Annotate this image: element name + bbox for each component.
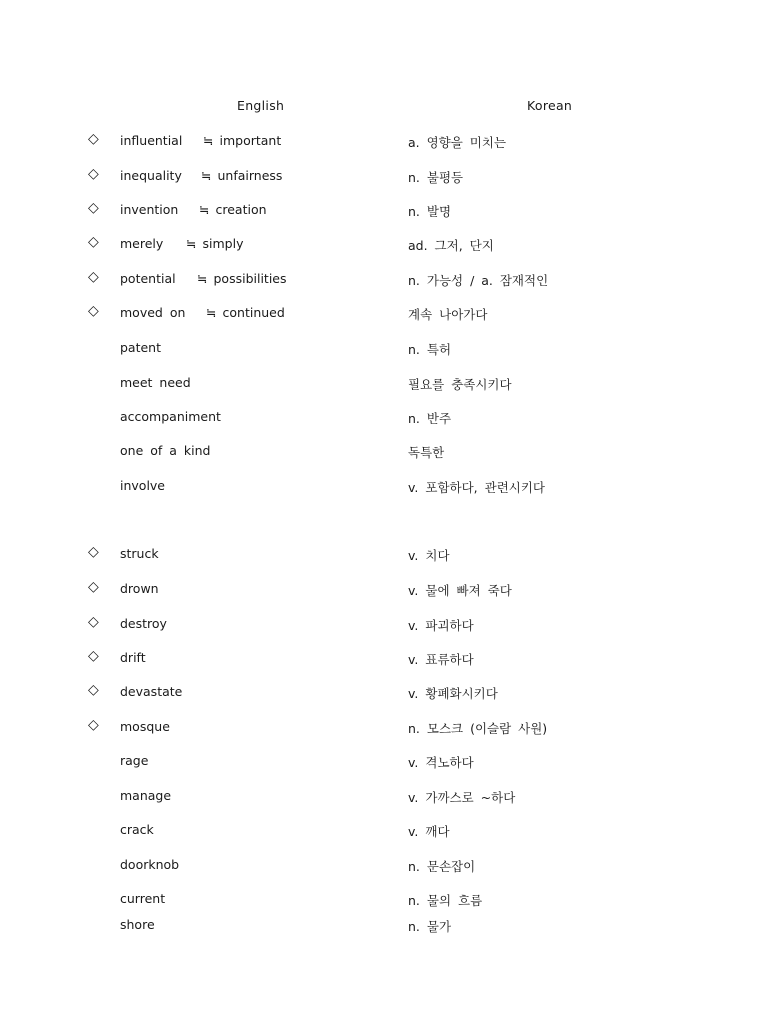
english-term: crack (120, 822, 154, 837)
vocab-row (0, 857, 768, 875)
vocab-row (0, 409, 768, 427)
approx-equal-icon: ≒ (206, 305, 217, 320)
column-headers (0, 98, 768, 116)
korean-meaning: 계속 나아가다 (408, 307, 488, 322)
synonym (206, 305, 285, 320)
english-term: involve (120, 478, 166, 493)
approx-equal-icon: ≒ (203, 133, 214, 148)
synonym-word: creation (215, 202, 267, 217)
korean-meaning: 독특한 (408, 445, 445, 460)
english-term: current (120, 891, 166, 906)
english-term: devastate (120, 684, 183, 699)
vocab-row (0, 917, 768, 935)
vocab-row (0, 271, 768, 289)
english-term: manage (120, 788, 172, 803)
diamond-bullet-icon: ◇ (88, 234, 99, 250)
diamond-bullet-icon: ◇ (88, 717, 99, 733)
synonym-word: possibilities (213, 271, 287, 286)
english-term: shore (120, 917, 155, 932)
english-term: struck (120, 546, 159, 561)
vocab-row (0, 891, 768, 909)
vocab-row (0, 822, 768, 840)
diamond-bullet-icon: ◇ (88, 544, 99, 560)
vocab-row (0, 133, 768, 151)
synonym-word: simply (202, 236, 244, 251)
vocab-row (0, 616, 768, 634)
korean-meaning: v. 가까스로 ~하다 (408, 790, 516, 805)
english-term: patent (120, 340, 162, 355)
synonym (199, 202, 267, 217)
korean-meaning: v. 물에 빠져 죽다 (408, 583, 512, 598)
vocab-row (0, 719, 768, 737)
synonym-word: continued (222, 305, 285, 320)
synonym (201, 168, 282, 183)
korean-meaning: v. 표류하다 (408, 652, 474, 667)
vocab-row (0, 168, 768, 186)
english-term: influential (120, 133, 183, 148)
korean-meaning: v. 포함하다, 관련시키다 (408, 480, 545, 495)
korean-meaning: n. 특허 (408, 342, 452, 357)
synonym-word: unfairness (217, 168, 283, 183)
diamond-bullet-icon: ◇ (88, 579, 99, 595)
vocab-row (0, 478, 768, 496)
korean-meaning: a. 영향을 미치는 (408, 135, 507, 150)
korean-meaning: n. 문손잡이 (408, 859, 476, 874)
english-term: accompaniment (120, 409, 221, 424)
korean-meaning: v. 치다 (408, 548, 450, 563)
korean-meaning: v. 황폐화시키다 (408, 686, 498, 701)
diamond-bullet-icon: ◇ (88, 303, 99, 319)
vocab-row (0, 684, 768, 702)
synonym (186, 236, 243, 251)
vocab-row (0, 202, 768, 220)
english-term: meet need (120, 375, 191, 390)
synonym-word: important (219, 133, 282, 148)
korean-meaning: n. 모스크 (이슬람 사원) (408, 721, 548, 736)
diamond-bullet-icon: ◇ (88, 166, 99, 182)
vocab-row (0, 340, 768, 358)
korean-meaning: n. 물의 흐름 (408, 893, 483, 908)
korean-meaning: n. 발명 (408, 204, 452, 219)
english-term: drift (120, 650, 146, 665)
korean-meaning: n. 반주 (408, 411, 452, 426)
vocab-row (0, 375, 768, 393)
english-term: destroy (120, 616, 167, 631)
korean-meaning: ad. 그저, 단지 (408, 238, 494, 253)
vocab-row (0, 236, 768, 254)
vocab-row (0, 305, 768, 323)
korean-meaning: n. 물가 (408, 919, 452, 934)
diamond-bullet-icon: ◇ (88, 614, 99, 630)
korean-meaning: n. 불평등 (408, 170, 464, 185)
english-term: potential (120, 271, 176, 286)
korean-meaning: n. 가능성 / a. 잠재적인 (408, 273, 549, 288)
english-term: mosque (120, 719, 170, 734)
english-term: rage (120, 753, 149, 768)
korean-meaning: v. 격노하다 (408, 755, 474, 770)
approx-equal-icon: ≒ (186, 236, 197, 251)
english-term: invention (120, 202, 179, 217)
english-term: merely (120, 236, 164, 251)
diamond-bullet-icon: ◇ (88, 131, 99, 147)
diamond-bullet-icon: ◇ (88, 648, 99, 664)
diamond-bullet-icon: ◇ (88, 200, 99, 216)
vocab-row (0, 443, 768, 461)
vocab-row (0, 650, 768, 668)
english-column-header: English (237, 98, 285, 113)
english-term: doorknob (120, 857, 180, 872)
korean-meaning: v. 파괴하다 (408, 618, 474, 633)
korean-meaning: 필요를 충족시키다 (408, 377, 512, 392)
synonym (197, 271, 287, 286)
approx-equal-icon: ≒ (197, 271, 208, 286)
vocab-row (0, 581, 768, 599)
vocab-row (0, 788, 768, 806)
vocab-row (0, 753, 768, 771)
vocab-row (0, 546, 768, 564)
english-term: drown (120, 581, 159, 596)
diamond-bullet-icon: ◇ (88, 269, 99, 285)
english-term: one of a kind (120, 443, 211, 458)
english-term: inequality (120, 168, 182, 183)
approx-equal-icon: ≒ (201, 168, 212, 183)
diamond-bullet-icon: ◇ (88, 682, 99, 698)
korean-column-header: Korean (527, 98, 573, 113)
korean-meaning: v. 깨다 (408, 824, 450, 839)
approx-equal-icon: ≒ (199, 202, 210, 217)
synonym (203, 133, 281, 148)
english-term: moved on (120, 305, 186, 320)
